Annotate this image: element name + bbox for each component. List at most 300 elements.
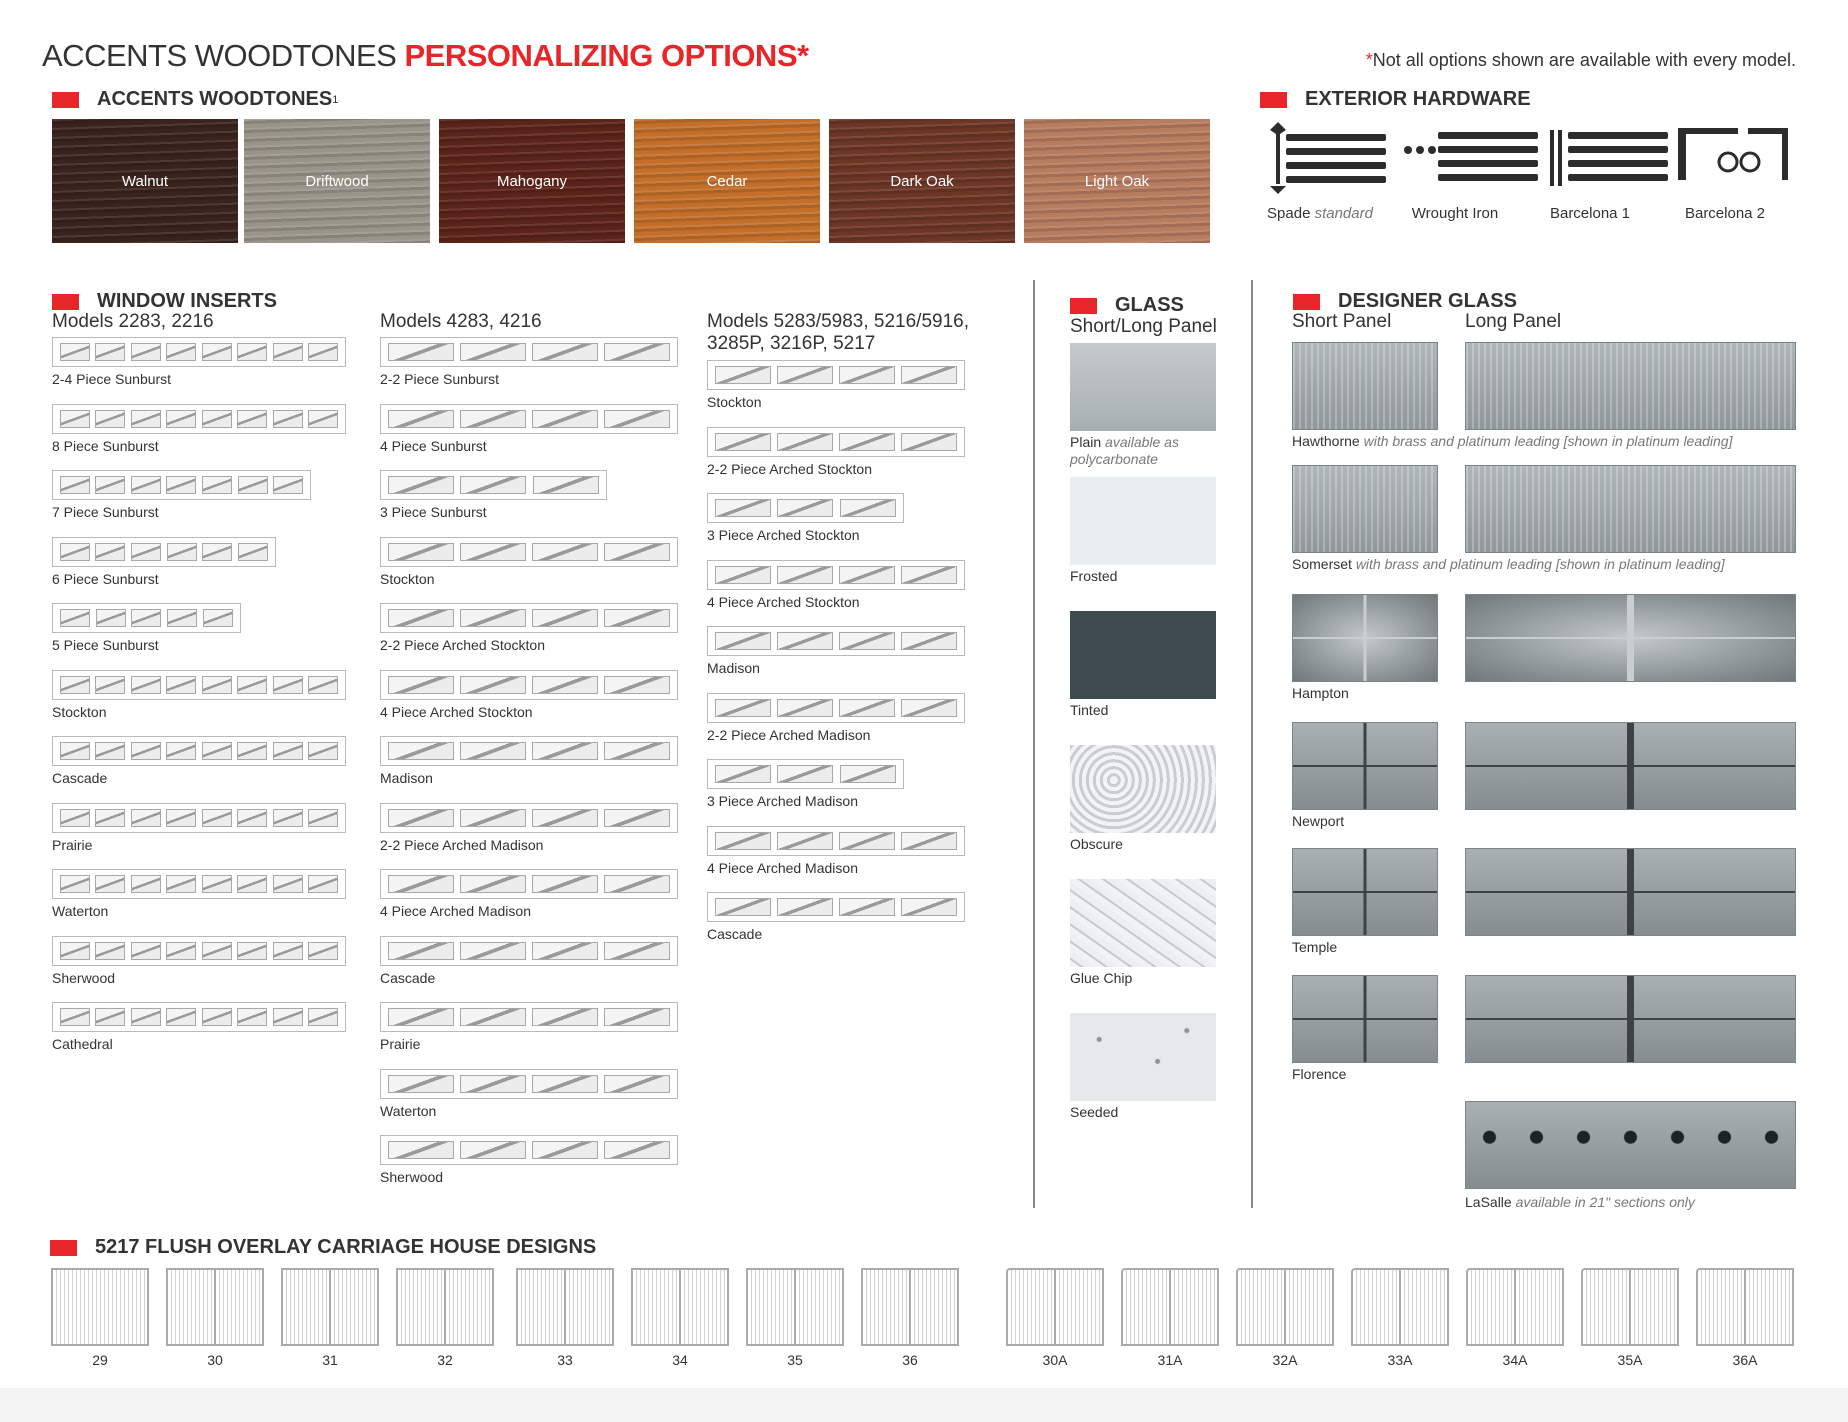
carriage-door-label: 33A <box>1387 1352 1413 1368</box>
window-insert-frame[interactable] <box>707 360 965 390</box>
carriage-door-label: 36 <box>902 1352 918 1368</box>
glass-sub: Short/Long Panel <box>1070 316 1217 337</box>
window-pane <box>388 343 454 361</box>
woodtone-label: Mahogany <box>496 172 568 190</box>
window-insert-frame[interactable] <box>707 892 965 922</box>
window-pane <box>901 632 957 650</box>
window-insert-frame[interactable] <box>707 560 965 590</box>
window-insert-label: 5 Piece Sunburst <box>52 637 159 653</box>
window-pane <box>308 410 338 428</box>
window-pane <box>60 410 90 428</box>
window-pane <box>237 1008 267 1026</box>
woodtone-label: Cedar <box>706 172 748 190</box>
designer-glass-name: Newport <box>1292 813 1345 829</box>
window-pane <box>237 809 267 827</box>
window-pane <box>166 1008 196 1026</box>
glass-label <box>1070 702 1108 719</box>
window-insert-frame[interactable] <box>707 493 904 523</box>
window-insert-label: 3 Piece Arched Madison <box>707 793 858 809</box>
window-pane <box>839 566 895 584</box>
window-pane <box>273 410 303 428</box>
woodtone-label: Walnut <box>121 172 169 190</box>
window-pane <box>777 832 833 850</box>
glass-swatch[interactable] <box>1070 1013 1216 1101</box>
hardware-icon <box>1258 122 1788 194</box>
hardware-label <box>1525 205 1655 222</box>
window-pane <box>715 433 771 451</box>
window-pane <box>532 1008 598 1026</box>
window-insert-label: Madison <box>707 660 760 676</box>
window-insert-frame[interactable] <box>380 470 607 500</box>
designer-glass-lasalle[interactable] <box>1465 1101 1796 1189</box>
window-pane <box>95 476 125 494</box>
window-pane <box>95 543 125 561</box>
title-highlight: PERSONALIZING OPTIONS* <box>404 38 809 73</box>
window-pane <box>237 875 267 893</box>
window-pane <box>388 875 454 893</box>
window-insert-frame[interactable] <box>707 826 965 856</box>
window-pane <box>388 809 454 827</box>
window-insert-label: 8 Piece Sunburst <box>52 437 159 454</box>
window-insert-frame[interactable] <box>380 869 678 899</box>
window-pane <box>839 898 895 916</box>
window-insert-frame[interactable] <box>52 803 346 833</box>
window-pane <box>202 410 232 428</box>
window-pane <box>777 898 833 916</box>
window-pane <box>131 676 161 694</box>
window-insert-frame[interactable] <box>380 1135 678 1165</box>
hardware-name: Barcelona 2 <box>1684 205 1766 222</box>
door-center-line <box>564 1270 566 1344</box>
window-insert-frame[interactable] <box>380 1002 678 1032</box>
window-pane <box>202 676 232 694</box>
window-insert-frame[interactable] <box>52 337 346 367</box>
window-insert-frame[interactable] <box>380 670 678 700</box>
window-pane <box>839 699 895 717</box>
window-pane <box>202 809 232 827</box>
carriage-door[interactable] <box>516 1268 614 1346</box>
window-pane <box>715 765 771 783</box>
window-pane <box>166 942 196 960</box>
hardware-label <box>1255 205 1385 222</box>
window-pane <box>901 433 957 451</box>
window-pane <box>777 566 833 584</box>
window-pane <box>95 410 125 428</box>
window-pane <box>60 809 90 827</box>
carriage-door-label: 32A <box>1272 1352 1298 1368</box>
glass-swatch[interactable] <box>1070 745 1216 833</box>
window-pane <box>166 676 196 694</box>
glass-name: Frosted <box>1070 568 1118 584</box>
door-center-line <box>1284 1270 1286 1344</box>
window-insert-label: 7 Piece Sunburst <box>52 504 159 520</box>
carriage-door-label: 31A <box>1157 1352 1183 1368</box>
window-pane <box>715 832 771 850</box>
carriage-door[interactable] <box>1351 1268 1449 1346</box>
window-pane <box>604 1008 670 1026</box>
title-prefix: ACCENTS WOODTONES <box>42 38 405 73</box>
designer-glass-long[interactable] <box>1465 342 1796 430</box>
window-pane <box>237 343 267 361</box>
window-pane <box>460 875 526 893</box>
window-pane <box>308 1008 338 1026</box>
carriage-door[interactable] <box>1006 1268 1104 1346</box>
designer-glass-short[interactable] <box>1292 594 1438 682</box>
window-pane <box>532 809 598 827</box>
window-pane <box>604 609 670 627</box>
glass-swatch[interactable] <box>1070 879 1216 967</box>
window-pane <box>237 742 267 760</box>
window-pane <box>388 1008 454 1026</box>
window-insert-frame[interactable] <box>380 936 678 966</box>
window-pane <box>273 1008 303 1026</box>
window-pane <box>60 609 90 627</box>
window-pane <box>308 742 338 760</box>
section-marker <box>52 92 79 108</box>
carriage-door-label: 34A <box>1502 1352 1528 1368</box>
designer-glass-long[interactable] <box>1465 594 1796 682</box>
door-center-line <box>1399 1270 1401 1344</box>
window-pane <box>604 809 670 827</box>
window-pane <box>60 942 90 960</box>
carriage-door-label: 30 <box>207 1352 223 1368</box>
window-pane <box>715 898 771 916</box>
door-center-line <box>1629 1270 1631 1344</box>
window-pane <box>166 410 196 428</box>
door-center-line <box>329 1270 331 1344</box>
carriage-door[interactable] <box>166 1268 264 1346</box>
window-pane <box>131 809 161 827</box>
window-pane <box>604 543 670 561</box>
window-pane <box>604 742 670 760</box>
window-pane <box>96 609 126 627</box>
window-insert-frame[interactable] <box>380 603 678 633</box>
designer-glass-note: with brass and platinum leading [shown in platinum leading] <box>1355 556 1725 572</box>
hardware-name: Spade <box>1267 205 1311 222</box>
door-center-line <box>679 1270 681 1344</box>
window-pane <box>533 476 599 494</box>
window-pane <box>901 566 957 584</box>
window-pane <box>388 410 454 428</box>
carriage-door-label: 30A <box>1042 1352 1068 1368</box>
window-pane <box>166 476 196 494</box>
window-pane <box>604 875 670 893</box>
window-pane <box>604 1141 670 1159</box>
window-pane <box>532 343 598 361</box>
woodtone-swatch[interactable] <box>52 119 238 243</box>
window-pane <box>131 343 161 361</box>
window-pane <box>388 609 454 627</box>
carriage-door[interactable] <box>281 1268 379 1346</box>
glass-name: Obscure <box>1070 836 1123 852</box>
window-pane <box>460 809 526 827</box>
woodtone-swatch[interactable] <box>634 119 820 243</box>
window-pane <box>460 543 526 561</box>
window-pane <box>715 566 771 584</box>
woodtone-swatch[interactable] <box>244 119 430 243</box>
window-insert-frame[interactable] <box>707 759 904 789</box>
hardware-images <box>1258 122 1788 194</box>
woodtone-swatch[interactable] <box>439 119 625 243</box>
window-pane <box>238 543 268 561</box>
window-pane <box>901 832 957 850</box>
window-pane <box>901 699 957 717</box>
window-pane <box>532 543 598 561</box>
designer-glass-long[interactable] <box>1465 848 1796 936</box>
section-marker <box>1260 92 1287 108</box>
window-pane <box>237 942 267 960</box>
carriage-door[interactable] <box>861 1268 959 1346</box>
window-pane <box>131 1008 161 1026</box>
window-pane <box>777 366 833 384</box>
carriage-heading-text: 5217 FLUSH OVERLAY CARRIAGE HOUSE DESIGNS <box>95 1236 597 1258</box>
carriage-door[interactable] <box>51 1268 149 1346</box>
window-insert-frame[interactable] <box>52 404 346 434</box>
designer-glass-long[interactable] <box>1465 465 1796 553</box>
glass-label <box>1070 1104 1118 1121</box>
window-pane <box>388 676 454 694</box>
designer-glass-label <box>1292 433 1732 449</box>
window-pane <box>167 609 197 627</box>
carriage-door-label: 35 <box>787 1352 803 1368</box>
window-pane <box>203 609 233 627</box>
designer-glass-label <box>1292 685 1349 701</box>
window-pane <box>308 942 338 960</box>
designer-glass-long[interactable] <box>1465 975 1796 1063</box>
window-insert-frame[interactable] <box>380 736 678 766</box>
window-pane <box>60 476 90 494</box>
window-insert-frame[interactable] <box>380 803 678 833</box>
window-pane <box>202 1008 232 1026</box>
hardware-heading <box>1260 88 1531 111</box>
window-insert-label: Prairie <box>52 836 93 853</box>
window-pane <box>715 366 771 384</box>
designer-glass-short[interactable] <box>1292 848 1438 936</box>
window-pane <box>460 609 526 627</box>
window-pane <box>273 942 303 960</box>
glass-name: Plain <box>1070 434 1102 450</box>
window-insert-frame[interactable] <box>52 670 346 700</box>
window-pane <box>237 676 267 694</box>
window-pane <box>388 942 454 960</box>
models-col3-line1: Models 5283/5983, 5216/5916, <box>707 311 969 332</box>
window-pane <box>273 676 303 694</box>
woodtone-label: Dark Oak <box>890 172 954 190</box>
carriage-door-label: 32 <box>437 1352 453 1368</box>
window-insert-label: Sherwood <box>380 1169 444 1185</box>
glass-swatch[interactable] <box>1070 343 1216 431</box>
window-insert-frame[interactable] <box>52 603 241 633</box>
window-pane <box>715 499 771 517</box>
window-pane <box>460 676 526 694</box>
window-insert-frame[interactable] <box>52 470 311 500</box>
window-pane <box>901 898 957 916</box>
window-insert-frame[interactable] <box>52 936 346 966</box>
window-pane <box>460 343 526 361</box>
carriage-door[interactable] <box>1466 1268 1564 1346</box>
window-pane <box>460 476 526 494</box>
window-insert-label: 4 Piece Arched Madison <box>707 859 858 876</box>
carriage-door-label: 29 <box>92 1352 108 1368</box>
hardware-name: Barcelona 1 <box>1549 205 1631 222</box>
window-pane <box>777 699 833 717</box>
page-bottom-strip <box>0 1388 1848 1422</box>
carriage-door[interactable] <box>1581 1268 1679 1346</box>
window-pane <box>95 875 125 893</box>
window-pane <box>167 543 197 561</box>
window-insert-label: Cascade <box>707 926 763 942</box>
window-pane <box>273 875 303 893</box>
models-col1: Models 2283, 2216 <box>52 311 214 332</box>
glass-swatch[interactable] <box>1070 477 1216 565</box>
hardware-label <box>1390 205 1520 222</box>
window-pane <box>604 410 670 428</box>
window-insert-label: 6 Piece Sunburst <box>52 570 159 587</box>
hardware-heading-text: EXTERIOR HARDWARE <box>1305 88 1531 110</box>
section-marker <box>50 1240 77 1256</box>
window-insert-label: 2-2 Piece Arched Madison <box>707 726 871 743</box>
window-pane <box>388 1141 454 1159</box>
window-pane <box>777 433 833 451</box>
window-inserts-heading-text: WINDOW INSERTS <box>97 290 277 312</box>
window-pane <box>131 543 161 561</box>
door-center-line <box>214 1270 216 1344</box>
window-pane <box>715 632 771 650</box>
window-pane <box>388 742 454 760</box>
designer-glass-label <box>1292 813 1344 829</box>
window-pane <box>95 742 125 760</box>
designer-glass-name: Temple <box>1292 939 1338 955</box>
window-insert-label: 3 Piece Sunburst <box>380 504 487 520</box>
window-insert-frame[interactable] <box>380 404 678 434</box>
carriage-door-label: 36A <box>1732 1352 1758 1368</box>
window-insert-frame[interactable] <box>380 537 678 567</box>
window-insert-label: 4 Piece Arched Stockton <box>707 593 860 610</box>
window-pane <box>839 632 895 650</box>
window-insert-label: Cathedral <box>52 1036 113 1052</box>
window-insert-frame[interactable] <box>380 1069 678 1099</box>
window-insert-frame[interactable] <box>707 427 965 457</box>
woodtone-swatch[interactable] <box>829 119 1015 243</box>
window-insert-frame[interactable] <box>380 337 678 367</box>
designer-glass-short[interactable] <box>1292 465 1438 553</box>
window-pane <box>60 875 90 893</box>
window-pane <box>166 809 196 827</box>
section-marker <box>52 294 79 310</box>
models-col3-line2: 3285P, 3216P, 5217 <box>707 333 876 354</box>
window-pane <box>308 875 338 893</box>
carriage-door-label: 35A <box>1617 1352 1643 1368</box>
door-center-line <box>1744 1270 1746 1344</box>
designer-glass-heading-text: DESIGNER GLASS <box>1338 290 1517 312</box>
window-pane <box>60 543 90 561</box>
window-insert-label: Stockton <box>707 394 762 410</box>
door-center-line <box>909 1270 911 1344</box>
window-insert-frame[interactable] <box>52 869 346 899</box>
window-insert-frame[interactable] <box>52 1002 346 1032</box>
accents-sup: 1 <box>332 93 339 106</box>
door-center-line <box>444 1270 446 1344</box>
window-pane <box>460 1075 526 1093</box>
designer-glass-name: Hawthorne <box>1292 433 1360 449</box>
window-insert-frame[interactable] <box>52 736 346 766</box>
carriage-door[interactable] <box>631 1268 729 1346</box>
carriage-door[interactable] <box>746 1268 844 1346</box>
window-pane <box>202 343 232 361</box>
window-pane <box>202 875 232 893</box>
designer-glass-note: with brass and platinum leading [shown in platinum leading] <box>1363 433 1733 449</box>
carriage-door[interactable] <box>1696 1268 1794 1346</box>
window-pane <box>95 809 125 827</box>
window-pane <box>60 676 90 694</box>
window-insert-frame[interactable] <box>707 693 965 723</box>
window-pane <box>388 476 454 494</box>
window-pane <box>95 343 125 361</box>
window-pane <box>202 543 232 561</box>
window-insert-frame[interactable] <box>707 626 965 656</box>
window-pane <box>532 875 598 893</box>
window-insert-label: 4 Piece Arched Stockton <box>380 703 533 720</box>
window-pane <box>388 543 454 561</box>
designer-glass-long[interactable] <box>1465 722 1796 810</box>
carriage-door-label: 31 <box>322 1352 338 1368</box>
window-insert-label: 2-2 Piece Arched Stockton <box>707 460 872 477</box>
window-pane <box>60 742 90 760</box>
window-pane <box>532 410 598 428</box>
long-panel-label: Long Panel <box>1465 311 1562 332</box>
designer-glass-short[interactable] <box>1292 975 1438 1063</box>
hardware-label <box>1660 205 1790 222</box>
designer-glass-short[interactable] <box>1292 722 1438 810</box>
window-insert-label: 2-2 Piece Sunburst <box>380 371 500 387</box>
designer-glass-name: Somerset <box>1292 556 1352 572</box>
window-pane <box>777 632 833 650</box>
window-pane <box>95 942 125 960</box>
window-insert-label: 4 Piece Arched Madison <box>380 903 531 919</box>
designer-glass-name: Hampton <box>1292 685 1349 701</box>
glass-label <box>1070 970 1132 987</box>
glass-note: available as <box>1105 434 1179 450</box>
accents-heading <box>52 88 338 111</box>
window-insert-label: Prairie <box>380 1036 421 1052</box>
designer-glass-label <box>1292 1066 1346 1082</box>
glass-label <box>1070 836 1123 853</box>
window-pane <box>308 343 338 361</box>
window-insert-label: Waterton <box>380 1102 437 1119</box>
window-pane <box>460 1141 526 1159</box>
window-pane <box>532 942 598 960</box>
woodtone-swatch[interactable] <box>1024 119 1210 243</box>
window-pane <box>273 809 303 827</box>
carriage-door[interactable] <box>1236 1268 1334 1346</box>
carriage-door[interactable] <box>1121 1268 1219 1346</box>
window-pane <box>460 742 526 760</box>
glass-name: Tinted <box>1070 702 1109 718</box>
window-inserts-heading <box>52 290 277 313</box>
window-pane <box>532 742 598 760</box>
window-pane <box>777 765 833 783</box>
glass-swatch[interactable] <box>1070 611 1216 699</box>
section-marker <box>1070 298 1097 314</box>
designer-glass-short[interactable] <box>1292 342 1438 430</box>
carriage-door[interactable] <box>396 1268 494 1346</box>
window-pane <box>901 366 957 384</box>
window-insert-frame[interactable] <box>52 537 276 567</box>
window-pane <box>202 942 232 960</box>
window-pane <box>604 676 670 694</box>
window-pane <box>532 609 598 627</box>
window-pane <box>839 366 895 384</box>
